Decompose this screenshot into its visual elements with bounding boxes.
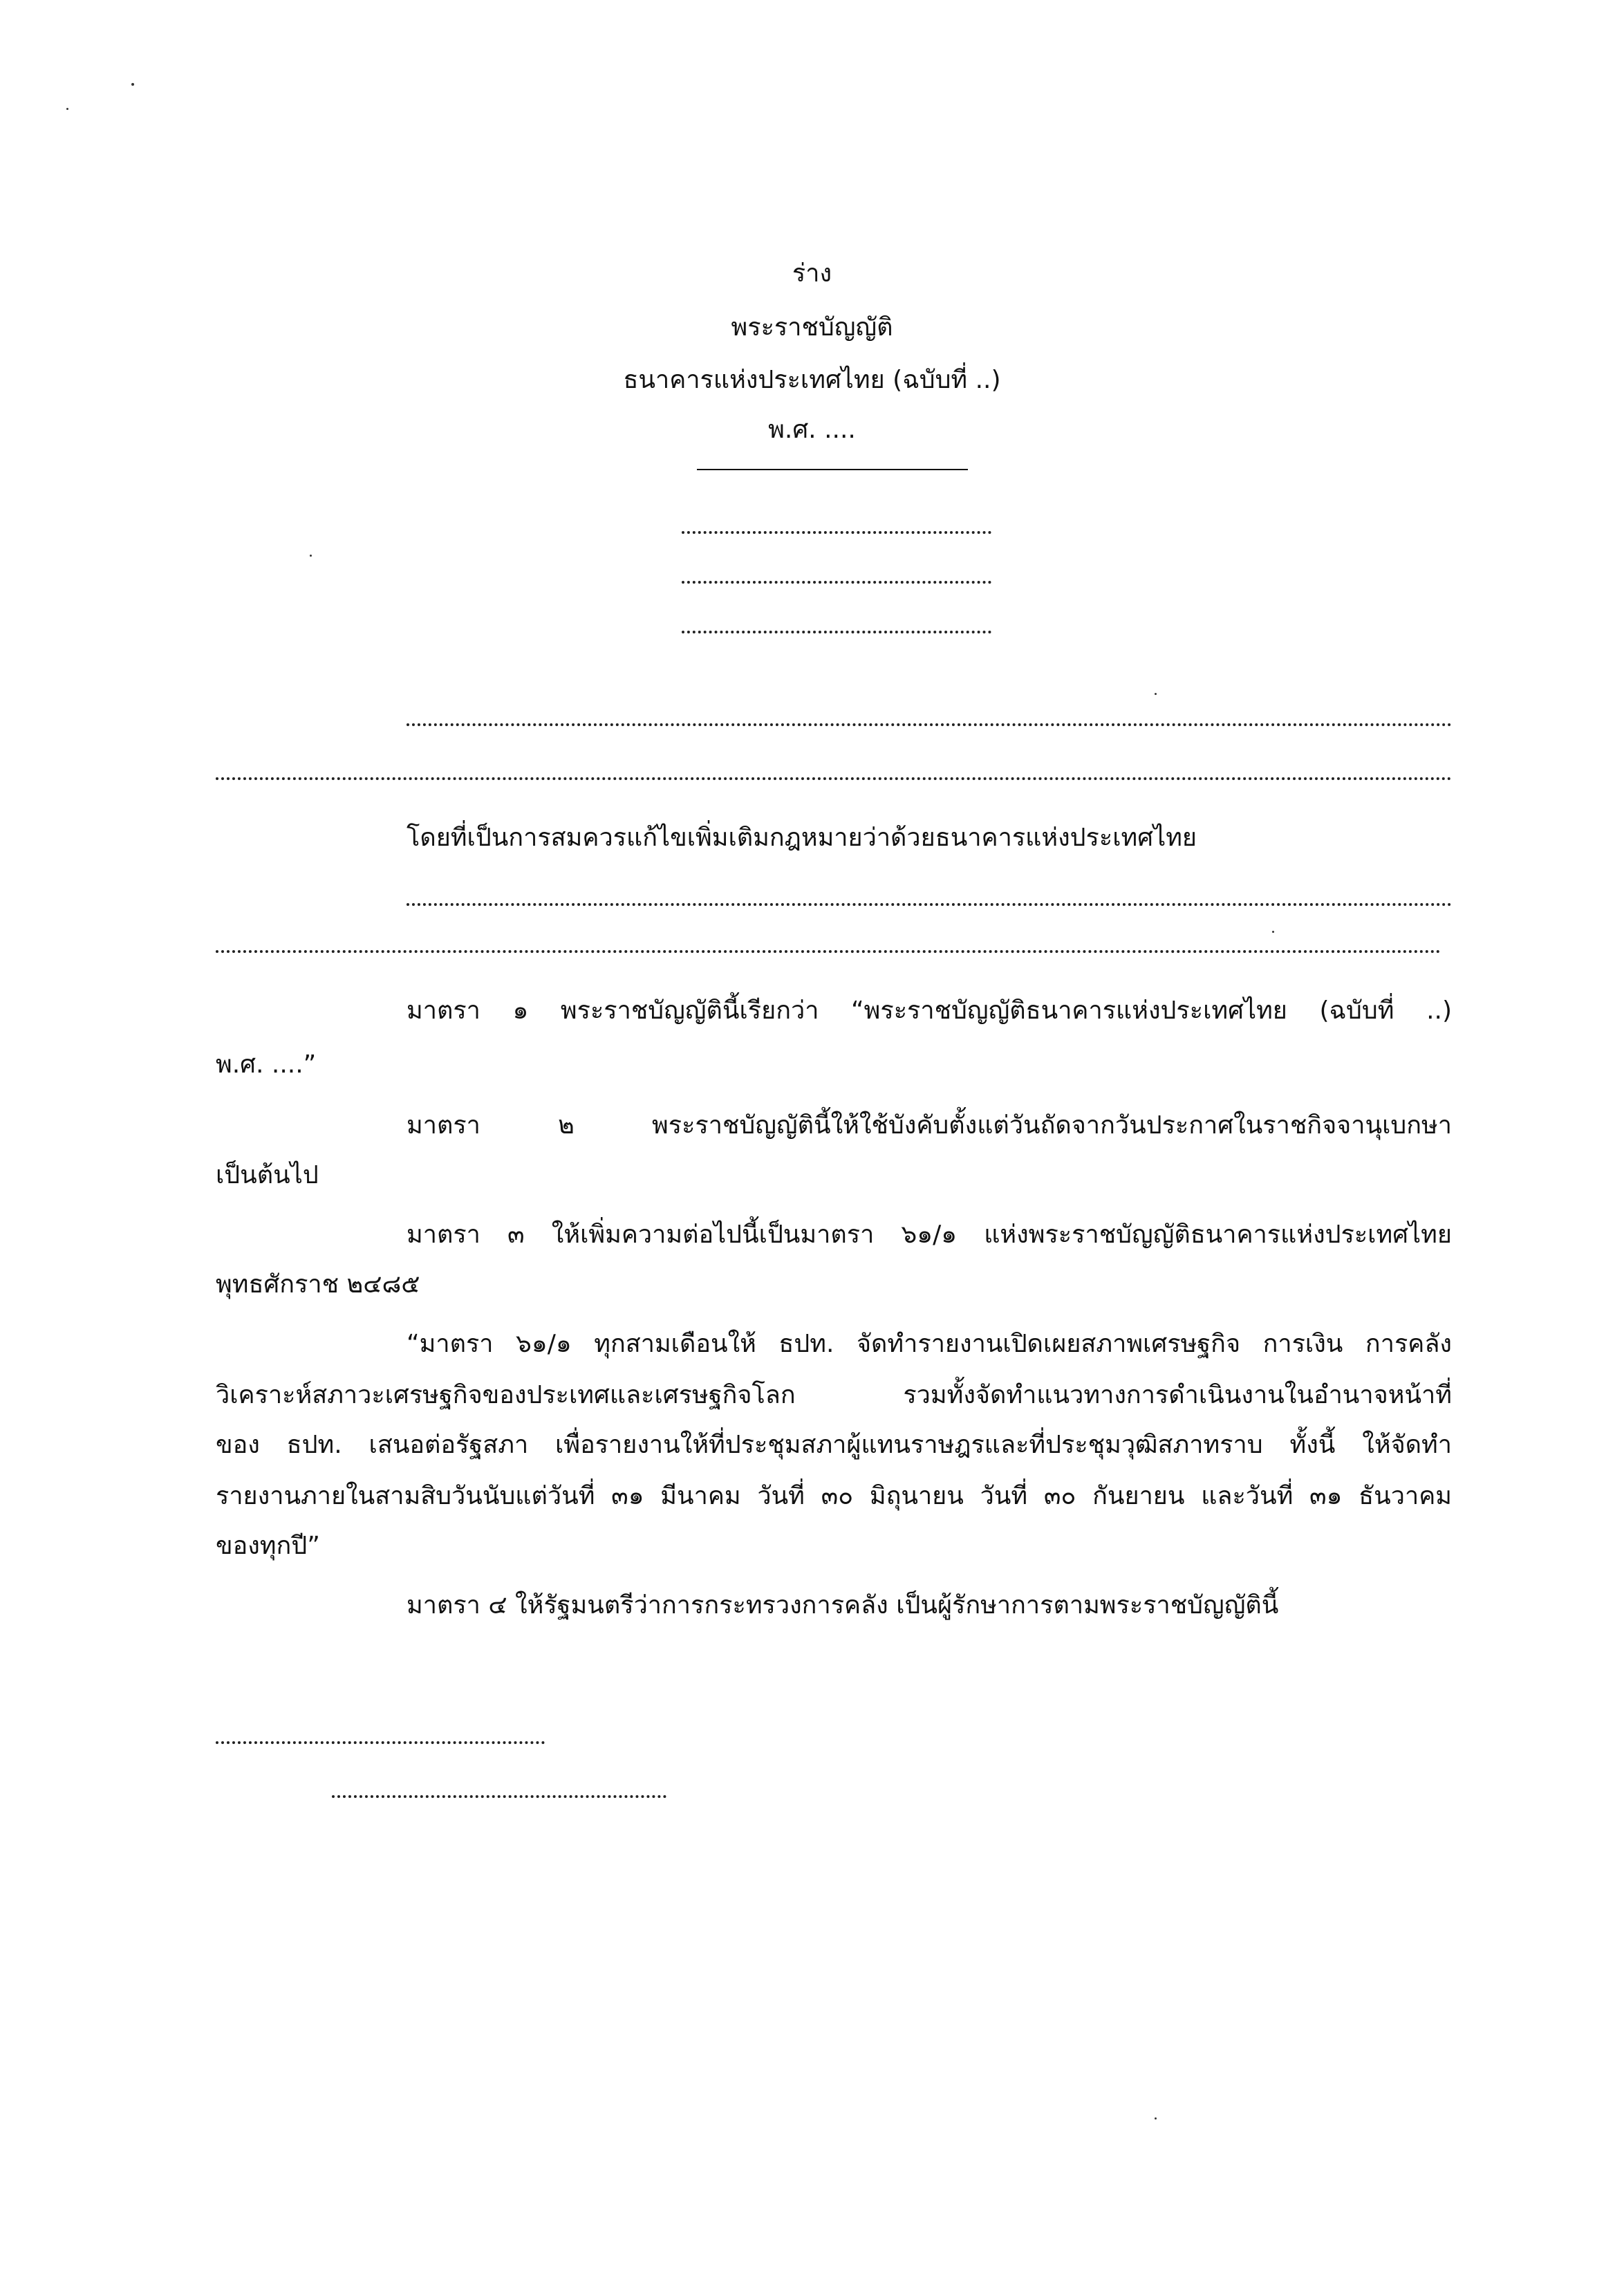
promulgation-placeholder-line (682, 531, 991, 534)
act-label: พระราชบัญญัติ (731, 313, 893, 342)
countersign-placeholder-line (216, 1741, 545, 1744)
scan-speck (66, 108, 68, 110)
section-61-1-line: ของ ธปท. เสนอต่อรัฐสภา เพื่อรายงานให้ที่ประชุมสภาผู้แทนราษฎรและที่ประชุมวุฒิสภาทราบ ทั้งนี้ ให้จัดทำ (216, 1431, 1452, 1459)
act-name: ธนาคารแห่งประเทศไทย (ฉบับที่ ..) (623, 366, 1001, 394)
scan-speck (310, 555, 312, 557)
section-61-1-line: วิเคราะห์สภาวะเศรษฐกิจของประเทศและเศรษฐกิจโลก รวมทั้งจัดทำแนวทางการดำเนินงานในอำนาจหน้าที่ (216, 1381, 1452, 1409)
scan-speck (1155, 2117, 1157, 2119)
section-3-line: พุทธศักราช ๒๔๘๕ (216, 1270, 420, 1299)
section-4-line: มาตรา ๔ ให้รัฐมนตรีว่าการกระทรวงการคลัง เป็นผู้รักษาการตามพระราชบัญญัตินี้ (407, 1591, 1279, 1620)
whereas-placeholder-line (216, 950, 1441, 953)
countersign-placeholder-line (332, 1795, 666, 1798)
royal-command-placeholder-line (407, 723, 1452, 726)
section-1-line: พ.ศ. ....” (216, 1050, 317, 1079)
section-61-1-line: ของทุกปี” (216, 1532, 320, 1560)
draft-label: ร่าง (792, 259, 832, 288)
section-61-1-line: รายงานภายในสามสิบวันนับแต่วันที่ ๓๑ มีนาคม วันที่ ๓๐ มิถุนายน วันที่ ๓๐ กันยายน และวันที่ ๓๑ ธันวาคม (216, 1482, 1453, 1510)
whereas-placeholder-line (407, 903, 1452, 906)
promulgation-placeholder-line (682, 581, 991, 584)
title-underline (697, 469, 968, 470)
section-2-line: มาตรา ๒ พระราชบัญญัตินี้ให้ใช้บังคับตั้งแต่วันถัดจากวันประกาศในราชกิจจานุเบกษา (407, 1111, 1452, 1140)
section-3-line: มาตรา ๓ ให้เพิ่มความต่อไปนี้เป็นมาตรา ๖๑/๑ แห่งพระราชบัญญัติธนาคารแห่งประเทศไทย (407, 1221, 1452, 1249)
act-year: พ.ศ. .... (768, 416, 856, 444)
scan-speck (131, 83, 134, 86)
promulgation-placeholder-line (682, 631, 991, 633)
section-1-line: มาตรา ๑ พระราชบัญญัตินี้เรียกว่า “พระราชบัญญัติธนาคารแห่งประเทศไทย (ฉบับที่ ..) (407, 996, 1452, 1025)
scan-speck (1155, 693, 1157, 695)
whereas-clause: โดยที่เป็นการสมควรแก้ไขเพิ่มเติมกฎหมายว่าด้วยธนาคารแห่งประเทศไทย (407, 824, 1197, 852)
royal-command-placeholder-line (216, 777, 1452, 780)
section-61-1-line: “มาตรา ๖๑/๑ ทุกสามเดือนให้ ธปท. จัดทำรายงานเปิดเผยสภาพเศรษฐกิจ การเงิน การคลัง (407, 1330, 1452, 1358)
scan-speck (1272, 931, 1274, 933)
section-2-line: เป็นต้นไป (216, 1161, 319, 1189)
